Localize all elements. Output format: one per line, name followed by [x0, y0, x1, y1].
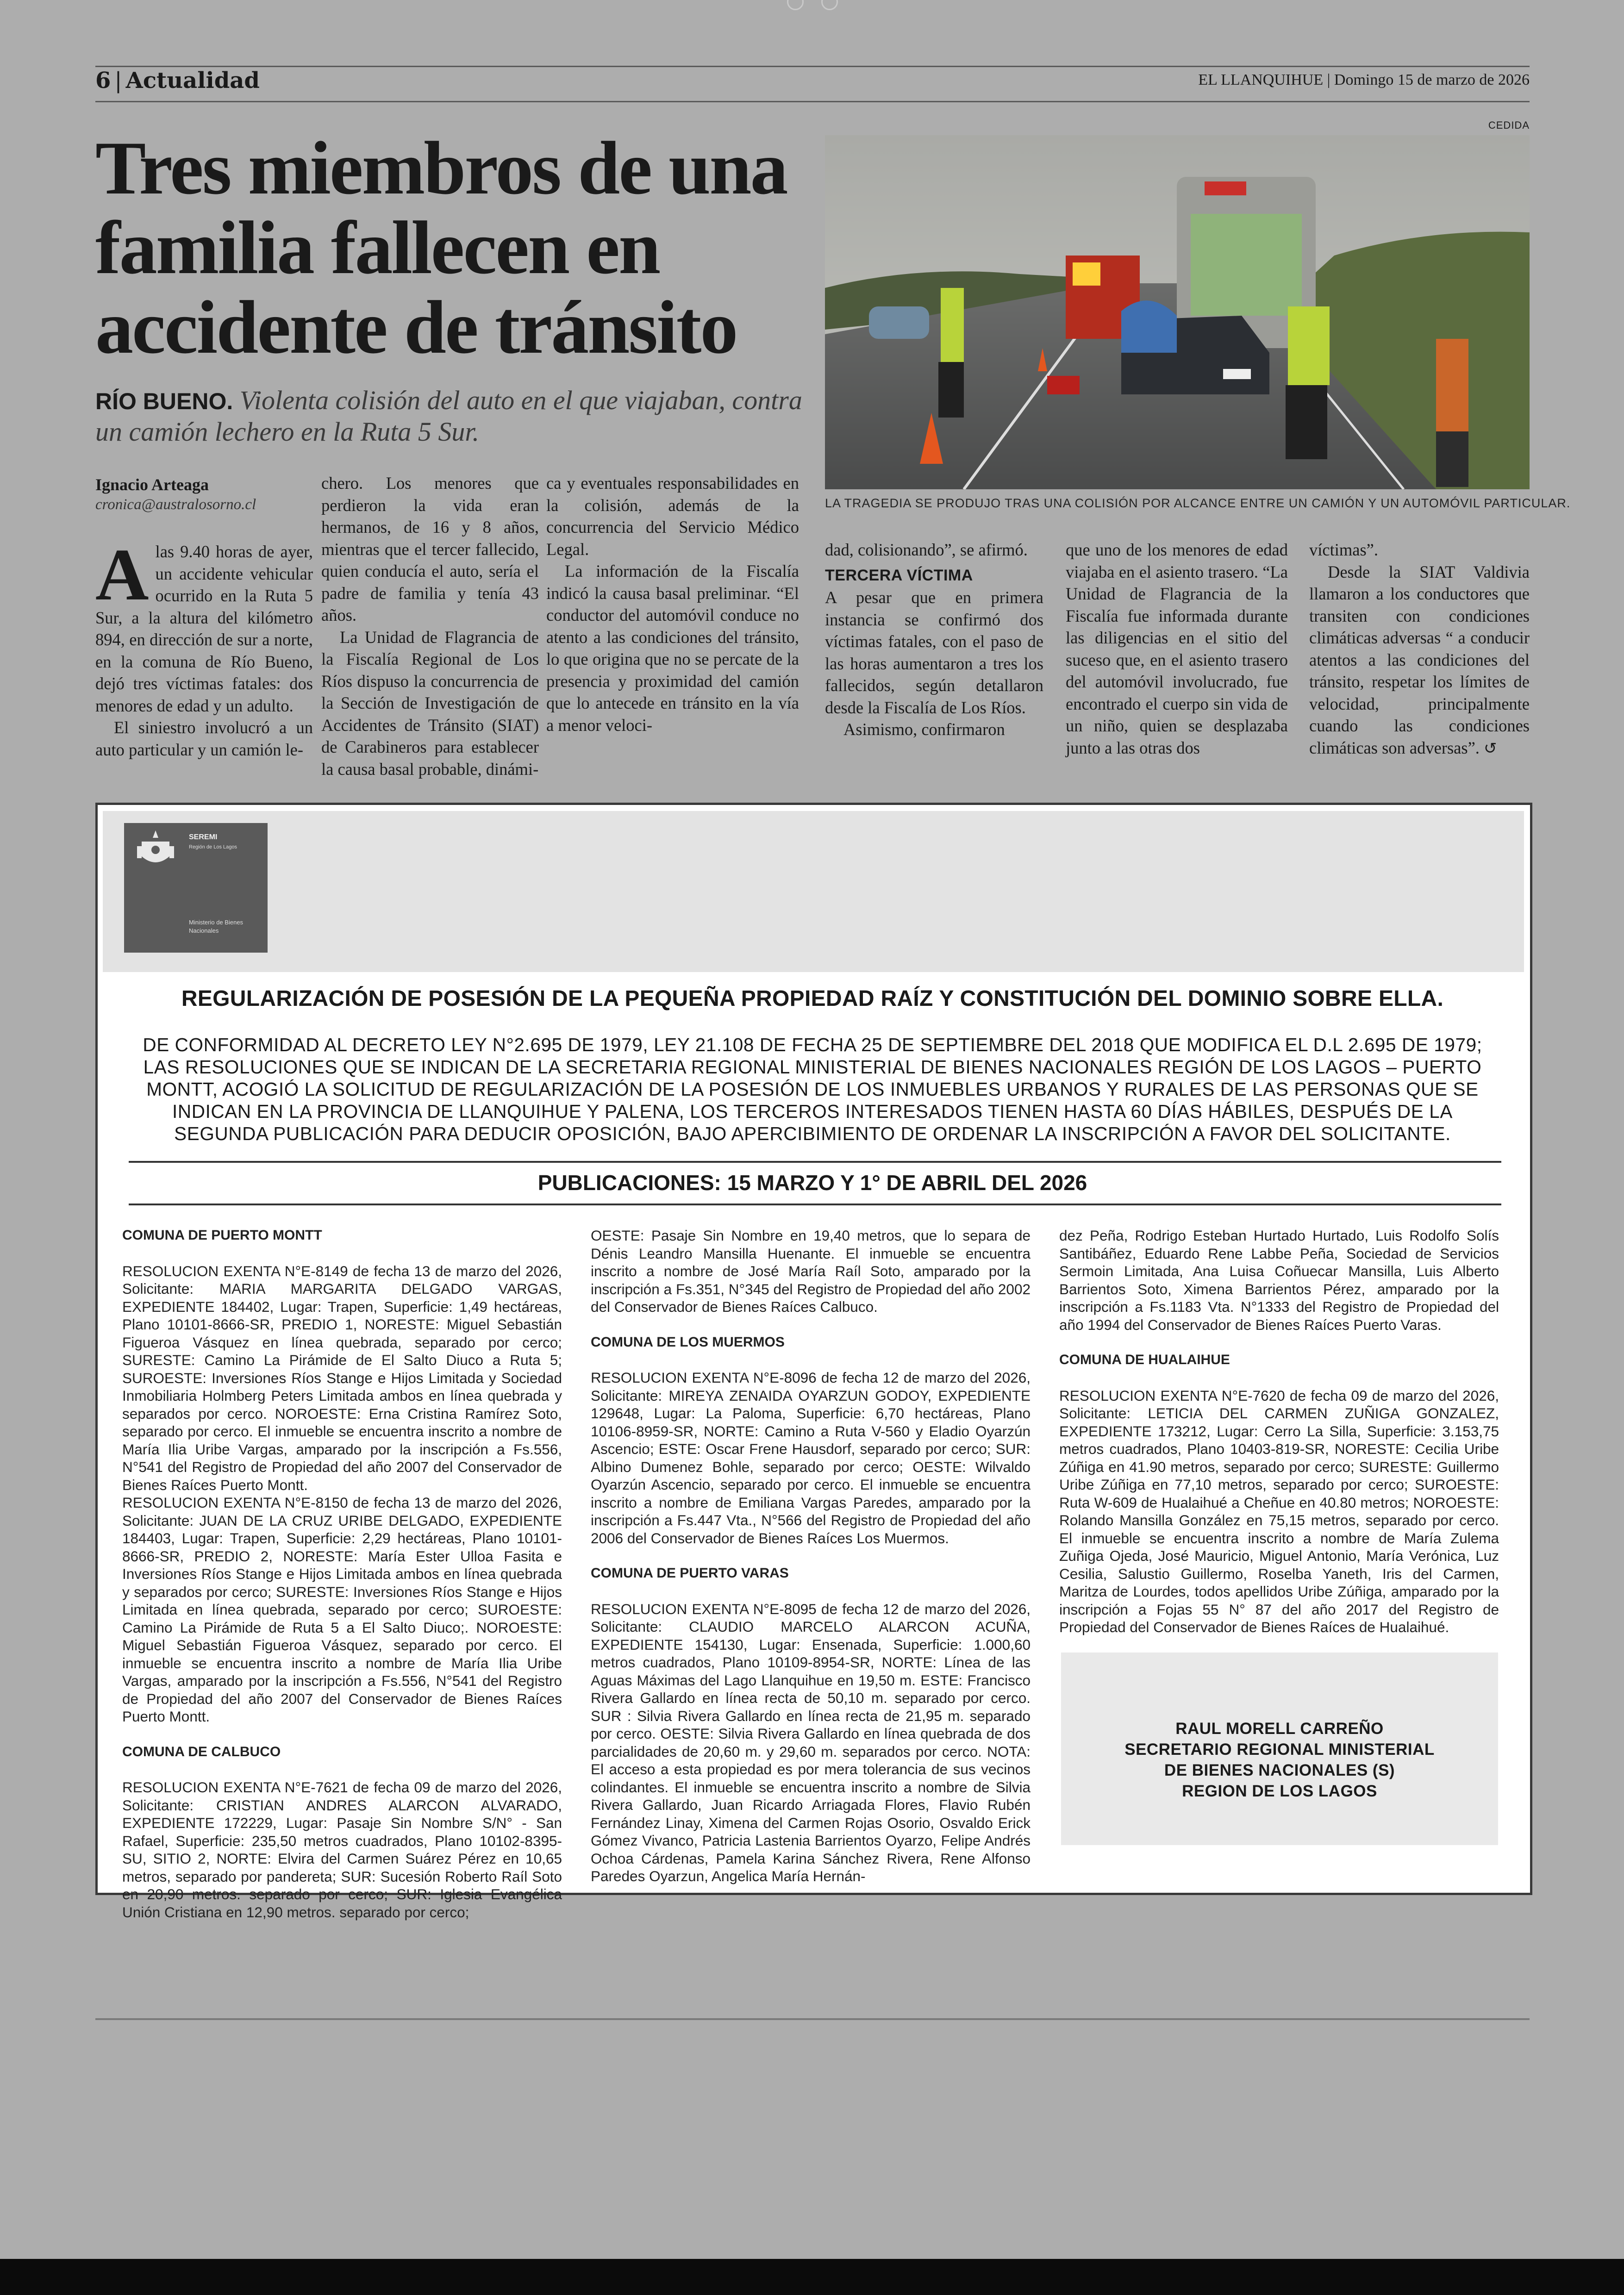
resolution-text: RESOLUCION EXENTA N°E-8149 de fecha 13 de marzo del 2026, Solicitante: MARIA MARGARITA DELGADO VARGAS, EXPEDIENTE 184402, Lugar: Trapen, Superficie: 1,49 hectáreas, Plano 10101-8666-SR, PREDIO 1, NORESTE: Miguel Sebastián Figueroa Vásquez en línea quebrada, separado por cerco; SURESTE: Camino La Pirámide de El Salto Diuco a Ruta 5; SUROESTE: Inversiones Ríos Stange e Hijos Limitada y Sociedad Inmobiliaria Holmberg Peters Limitada ambos en línea quebrada y separados por cerco. NOROESTE: Erna Cristina Ramírez Soto, separado por cerco. El inmueble se encuentra inscrito a nombre de María Ilia Uribe Vargas, amparado por la inscripción a Fs.556, N°541 del Registro de Propiedad del año 2007 del Conservador de Bienes Raíces Puerto Montt.	[122, 1262, 562, 1493]
commune-heading: COMUNA DE PUERTO MONTT	[122, 1228, 322, 1243]
end-mark-icon: ↺	[1484, 739, 1497, 758]
subheading: TERCERA VÍCTIMA	[825, 566, 973, 584]
article-text: La información de la Fiscalía indicó la causa basal preliminar. “El conductor del automóvil conduce no atento a las condiciones del tránsito, lo que origina que no se percate de la presencia y proximidad del camión que lo antecede en tránsito en la vía a menor veloci-	[546, 561, 799, 735]
dek-place: RÍO BUENO.	[95, 388, 233, 414]
resolution-text: RESOLUCION EXENTA N°E-8150 de fecha 13 de marzo del 2026, Solicitante: JUAN DE LA CRUZ URIBE DELGADO, EXPEDIENTE 184403, Lugar: Trapen, Superficie: 2,29 hectáreas, Plano 10101-8666-SR, PREDIO 2, NORESTE: María Ester Ulloa Fasita e Inversiones Ríos Stange e Hijos Limitada ambos en línea quebrada y separados por cerco; SURESTE: Inversiones Ríos Stange e Hijos Limitada en línea quebrada, separado por cerco; SUROESTE: Camino La Pirámide de Ruta 5 a El Salto Diuco;. NOROESTE: Miguel Sebastián Figueroa Vásquez, separado por cerco. El inmueble se encuentra inscrito a nombre de María Ilia Uribe Vargas, amparado por la inscripción a Fs.556, N°541 del Registro de Propiedad del año 2007 del Conservador de Bienes Raíces Puerto Montt.	[122, 1494, 562, 1725]
signatory-name: RAUL MORELL CARREÑO	[1175, 1720, 1384, 1738]
page-number: 6	[95, 68, 111, 94]
article-text: dad, colisionando”, se afirmó.	[825, 540, 1028, 559]
notice-rule-top	[129, 1161, 1501, 1163]
article-text: víctimas”.	[1309, 540, 1378, 559]
article-headline: Tres miembros de una familia fallecen en accidente de tránsito	[95, 126, 787, 369]
resolution-text: RESOLUCION EXENTA N°E-8095 de fecha 12 de marzo del 2026, Solicitante: CLAUDIO MARCELO ALARCON ACUÑA, EXPEDIENTE 154130, Lugar: Ensenada, Superficie: 1.000,60 metros cuadrados, Plano 10109-8954-SR, NORTE: Línea de las Aguas Máximas del Lago Llanquihue en 19,50 m. ESTE: Francisco Rivera Gallardo en línea recta de 50,10 m. separado por cerco. SUR : Silvia Rivera Gallardo en línea recta de 21,95 m. separado por cerco. OESTE: Silvia Rivera Gallardo en línea quebrada de dos parcialidades de 20,60 m. y 29,60 m. separados por cerco. NOTA: El acceso a esta propiedad es por mera tolerancia de sus vecinos colindantes. El inmueble se encuentra inscrito a nombre de Silvia Rivera Gallardo, Juan Ricardo Arriagada Flores, Flavio Rubén Fernández Linay, Ximena del Carmen Rojas Osorio, Osvaldo Erick Gómez Vivanco, Patricia Lastenia Barrientos Oyarzo, Felipe Andrés Ochoa Cárdenas, Pamela Karina Sánchez Rivera, Rene Alfonso Paredes Oyarzun, Angelica María Hernán-	[591, 1600, 1031, 1884]
page-bottom-rule	[95, 2018, 1530, 2020]
commune-heading: COMUNA DE LOS MUERMOS	[591, 1334, 785, 1350]
signature-block	[1061, 1718, 1498, 1802]
page-section: 6 | Actualidad	[95, 68, 260, 94]
header-top-rule	[95, 66, 1530, 67]
publication-dates: PUBLICACIONES: 15 MARZO Y 1° DE ABRIL DEL 2026	[537, 1171, 1087, 1195]
article-text: La Unidad de Flagrancia de la Fiscalía Regional de Los Ríos dispuso la concurrencia de la Sección de Investigación de Accidentes de Tránsito (SIAT) de Carabineros para establecer la causa basal probable, dinámi-	[321, 627, 539, 779]
article-column-1	[95, 533, 313, 761]
photo-credit: CEDIDA	[1488, 119, 1530, 131]
article-dek	[95, 385, 827, 447]
article-text: Asimismo, confirmaron	[843, 720, 1005, 739]
resolution-text: dez Peña, Rodrigo Esteban Hurtado Hurtado, Luis Rodolfo Solís Santibáñez, Eduardo Rene Labbe Peña, Sociedad de Servicios Sermoin Limitada, Ana Luisa Coñuecar Mansilla, Luis Alberto Barrientos Soto, Ximena Barrientos Pérez, amparado por la inscripción a Fs.1183 Vta. N°1333 del Registro de Propiedad del año 1994 del Conservador de Bienes Raíces Puerto Varas.	[1059, 1227, 1499, 1333]
notice-column-3	[1059, 1227, 1499, 1654]
drop-cap: A	[95, 533, 149, 616]
photo-caption: LA TRAGEDIA SE PRODUJO TRAS UNA COLISIÓN POR ALCANCE ENTRE UN CAMIÓN Y UN AUTOMÓVIL PARTICULAR.	[825, 496, 1571, 510]
notice-intro: DE CONFORMIDAD AL DECRETO LEY N°2.695 DE 1979, LEY 21.108 DE FECHA 25 DE SEPTIEMBRE DEL 2018 QUE MODIFICA EL D.L 2.695 DE 1979; LAS RESOLUCIONES QUE SE INDICAN DE LA SECRETARIA REGIONAL MINISTERIAL DE BIENES NACIONALES REGIÓN DE LOS LAGOS – PUERTO MONTT, ACOGIÓ LA SOLICITUD DE REGULARIZACIÓN DE LA POSESIÓN DE LOS INMUEBLES URBANOS Y RURALES DE LAS PERSONAS QUE SE INDICAN EN LA PROVINCIA DE LLANQUIHUE Y PALENA, LOS TERCEROS INTERESADOS TIENEN HASTA 60 DÍAS HÁBILES, DESPUÉS DE LA SEGUNDA PUBLICACIÓN PARA DEDUCIR OPOSICIÓN, BAJO APERCIBIMIENTO DE ORDENAR LA INSCRIPCIÓN A FAVOR DEL SOLICITANTE.	[143, 1034, 1482, 1144]
resolution-text: RESOLUCION EXENTA N°E-7620 de fecha 09 de marzo del 2026, Solicitante: LETICIA DEL CARMEN ZUÑIGA GONZALEZ, EXPEDIENTE 173212, Lugar: Cerro La Silla, Superficie: 3.153,75 metros cuadrados, Plano 10403-819-SR, NORESTE: Cecilia Uribe Zúñiga en 41.90 metros, separado por cerco; SURESTE: Guillermo Uribe Zúñiga en 77,10 metros, separado por cerco; SUROESTE: Ruta W-609 de Hualaihué a Cheñue en 40.80 metros; NOROESTE: Rolando Mansilla González en 75,15 metros, separado por cerco. El inmueble se encuentra inscrito a nombre de María Zulema Zuñiga Ojeda, José Mauricio, Miguel Antonio, María Verónica, Luz Cesilia, Salustio Guillermo, Roselba Yaneth, Iris del Carmen, Maritza de Lourdes, todos apellidos Uribe Zúñiga, amparado por la inscripción a Fojas 55 N° 87 del año 2017 del Registro de Propiedad del Conservador de Bienes Raíces de Hualaihué.	[1059, 1387, 1499, 1635]
accident-photo	[825, 135, 1530, 489]
notice-title: REGULARIZACIÓN DE POSESIÓN DE LA PEQUEÑA PROPIEDAD RAÍZ Y CONSTITUCIÓN DEL DOMINIO SOBRE ELLA.	[181, 986, 1444, 1011]
section-name: Actualidad	[125, 68, 260, 94]
signatory-office: DE BIENES NACIONALES (S)	[1164, 1761, 1395, 1779]
logo-title: SEREMI	[189, 833, 218, 841]
logo-ministry: Ministerio de Bienes Nacionales	[189, 919, 244, 934]
paper-name: EL LLANQUIHUE	[1198, 71, 1324, 88]
notice-header-band	[103, 811, 1524, 972]
article-column-4	[825, 539, 1043, 741]
logo-region: Región de Los Lagos	[189, 844, 237, 850]
article-column-2	[321, 472, 539, 780]
commune-heading: COMUNA DE HUALAIHUE	[1059, 1352, 1230, 1367]
viewer-bottom-bar	[0, 2259, 1624, 2295]
coat-of-arms-icon	[132, 828, 179, 872]
article-text: las 9.40 horas de ayer, un accidente vehicular ocurrido en la Ruta 5 Sur, a la altura del kilómetro 894, en dirección de sur a norte, en la comuna de Río Bueno, dejó tres víctimas fatales: dos menores de edad y un adulto.	[95, 542, 313, 715]
resolution-text: RESOLUCION EXENTA N°E-8096 de fecha 12 de marzo del 2026, Solicitante: MIREYA ZENAIDA OYARZUN GODOY, EXPEDIENTE 129648, Lugar: La Paloma, Superficie: 6,70 hectáreas, Plano 10106-8959-SR, NORTE: Camino a Ruta V-560 y Eladio Oyarzún Ascencio; ESTE: Oscar Frene Hausdorf, separado por cerco; SUR: Albino Dumenez Bohle, separado por cerco; OESTE: Wilvaldo Oyarzún Ascencio, separado por cerco. El inmueble se encuentra inscrito a nombre de Emiliana Vargas Paredes, amparado por la inscripción a Fs.447 Vta., N°566 del Registro de Propiedad del año 2006 del Conservador de Bienes Raíces Los Muermos.	[591, 1369, 1031, 1547]
article-text: Desde la SIAT Valdivia llamaron a los conductores que transiten con condiciones climáticas adversas “ a conducir atentos a las condiciones del tránsito, respetar los límites de velocidad, principalmente cuando las condiciones climáticas son adversas”.	[1309, 562, 1530, 757]
resolution-text: RESOLUCION EXENTA N°E-7621 de fecha 09 de marzo del 2026, Solicitante: CRISTIAN ANDRES ALARCON ALVARADO, EXPEDIENTE 172229, Lugar: Pasaje Sin Nombre S/N° - San Rafael, Superficie: 235,50 metros cuadrados, Plano 10102-8395-SU, SITIO 2, NORTE: Elvira del Carmen Suárez Pérez en 10,65 metros, separado por pandereta; SUR: Sucesión Roberto Raíl Soto en 20,90 metros. separado por cerco; SUR: Iglesia Evangélica Unión Cristiana en 12,90 metros. separado por cerco;	[122, 1779, 562, 1921]
article-text: chero. Los menores que perdieron la vida eran hermanos, de 16 y 8 años, mientras que el tercer fallecido, quien conducía el auto, sería el padre de familia y tenía 43 años.	[321, 474, 539, 624]
commune-heading: COMUNA DE CALBUCO	[122, 1744, 281, 1759]
notice-column-2	[591, 1227, 1031, 1903]
author-email[interactable]: cronica@australosorno.cl	[95, 496, 256, 513]
article-text: ca y eventuales responsabilidades en la colisión, además de la concurrencia del Servicio Médico Legal.	[546, 474, 799, 559]
article-text: A pesar que en primera instancia se confirmó dos víctimas fatales, con el paso de las horas aumentaron a tres los fallecidos, según detallaron desde la Fiscalía de Los Ríos.	[825, 588, 1043, 717]
dateline: EL LLANQUIHUE | Domingo 15 de marzo de 2026	[1198, 71, 1530, 88]
article-column-5	[1066, 539, 1288, 759]
next-page-icon[interactable]	[821, 0, 838, 10]
signatory-title: SECRETARIO REGIONAL MINISTERIAL	[1124, 1740, 1435, 1759]
issue-date: Domingo 15 de marzo de 2026	[1334, 71, 1530, 88]
resolution-text: OESTE: Pasaje Sin Nombre en 19,40 metros, que lo separa de Dénis Leandro Mansilla Huenante. El inmueble se encuentra inscrito a nombre de José María Raíl Soto, amparado por la inscripción a Fs.351, N°345 del Registro de Propiedad del año 2002 del Conservador de Bienes Raíces Calbuco.	[591, 1227, 1031, 1315]
article-column-6	[1309, 539, 1530, 760]
commune-heading: COMUNA DE PUERTO VARAS	[591, 1565, 789, 1581]
header-bottom-rule	[95, 101, 1530, 102]
accident-photo-image	[825, 135, 1530, 489]
prev-page-icon[interactable]	[787, 0, 804, 10]
signatory-region: REGION DE LOS LAGOS	[1182, 1782, 1377, 1800]
dek-text: Violenta colisión del auto en el que viajaban, contra un camión lechero en la Ruta 5 Sur.	[95, 385, 802, 447]
seremi-logo	[124, 823, 268, 953]
article-column-3	[546, 472, 799, 736]
author-name: Ignacio Arteaga	[95, 475, 209, 494]
notice-column-1	[122, 1227, 562, 1939]
article-text: que uno de los menores de edad viajaba en el asiento trasero. “La Unidad de Flagrancia de la Fiscalía fue informada durante las diligencias en el sitio del suceso que, en el asiento trasero del automóvil involucrado, fue encontrado el cuerpo sin vida de un niño, quien se desplazaba junto a las otras dos	[1066, 540, 1288, 757]
article-text: El siniestro involucró a un auto particular y un camión le-	[95, 718, 313, 759]
notice-rule-bottom	[129, 1204, 1501, 1205]
